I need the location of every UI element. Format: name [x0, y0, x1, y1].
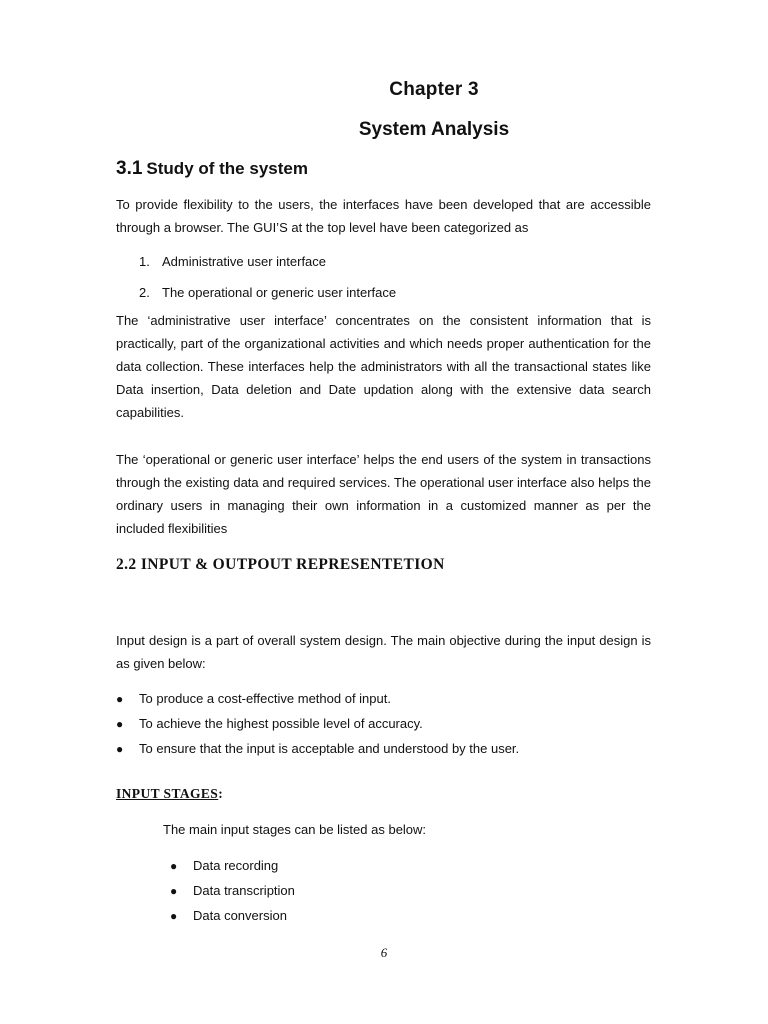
- paragraph-admin-interface: The ‘administrative user interface’ concentrates on the consistent information that is practically, part of the organizational activities and which needs proper authentication for the data collection. These interfaces help the administrators with all the transactional states like Data insertion, Data deletion and Date updation along with the extensive data search capabilities.: [116, 313, 651, 420]
- list-number: 2.: [139, 285, 150, 300]
- bullet-icon: ●: [170, 859, 178, 873]
- bullet-item: [116, 714, 423, 734]
- input-stages-colon: :: [218, 786, 224, 801]
- paragraph-operational-interface: The ‘operational or generic user interface’ helps the end users of the system in transactions through the existing data and required services. The operational user interface also helps the ordinary users in managing their own information in a customized manner as per the included flexibilities: [116, 452, 651, 536]
- numbered-list-item: [139, 252, 326, 272]
- paragraph-input-design: Input design is a part of overall system design. The main objective during the input design is as given below:: [116, 633, 651, 671]
- bullet-text: To produce a cost-effective method of input.: [139, 691, 391, 706]
- page-number: 6: [380, 945, 388, 960]
- numbered-list-item: [139, 283, 396, 303]
- bullet-icon: ●: [170, 909, 178, 923]
- stage-text: Data transcription: [193, 883, 295, 898]
- stage-list-item: [170, 856, 278, 876]
- bullet-icon: ●: [170, 884, 178, 898]
- bullet-icon: ●: [116, 717, 124, 731]
- chapter-subtitle: System Analysis: [358, 119, 510, 140]
- stage-list-item: [170, 881, 295, 901]
- list-item-text: Administrative user interface: [162, 254, 327, 269]
- bullet-item: [116, 739, 519, 759]
- list-number: 1.: [139, 254, 150, 269]
- bullet-icon: ●: [116, 742, 124, 756]
- stage-text: Data conversion: [193, 908, 287, 923]
- paragraph-intro: To provide flexibility to the users, the interfaces have been developed that are accessible through a browser. The GUI’S at the top level have been categorized as: [116, 197, 651, 235]
- stage-text: Data recording: [193, 858, 279, 873]
- section-number: 3.1: [116, 158, 143, 179]
- input-stages-heading: [116, 786, 223, 802]
- section-heading-study: [116, 158, 308, 180]
- input-stages-heading-text: INPUT STAGES: [116, 786, 219, 801]
- bullet-text: To ensure that the input is acceptable and understood by the user.: [139, 741, 520, 756]
- section-heading-input-output: 2.2 INPUT & OUTPOUT REPRESENTETION: [116, 556, 445, 573]
- input-stages-intro: The main input stages can be listed as below:: [163, 822, 427, 837]
- stage-list-item: [170, 906, 287, 926]
- section-heading-text: Study of the system: [146, 159, 308, 178]
- list-item-text: The operational or generic user interface: [162, 285, 397, 300]
- bullet-text: To achieve the highest possible level of accuracy.: [139, 716, 423, 731]
- chapter-title: Chapter 3: [389, 79, 479, 100]
- bullet-item: [116, 689, 391, 709]
- bullet-icon: ●: [116, 692, 124, 706]
